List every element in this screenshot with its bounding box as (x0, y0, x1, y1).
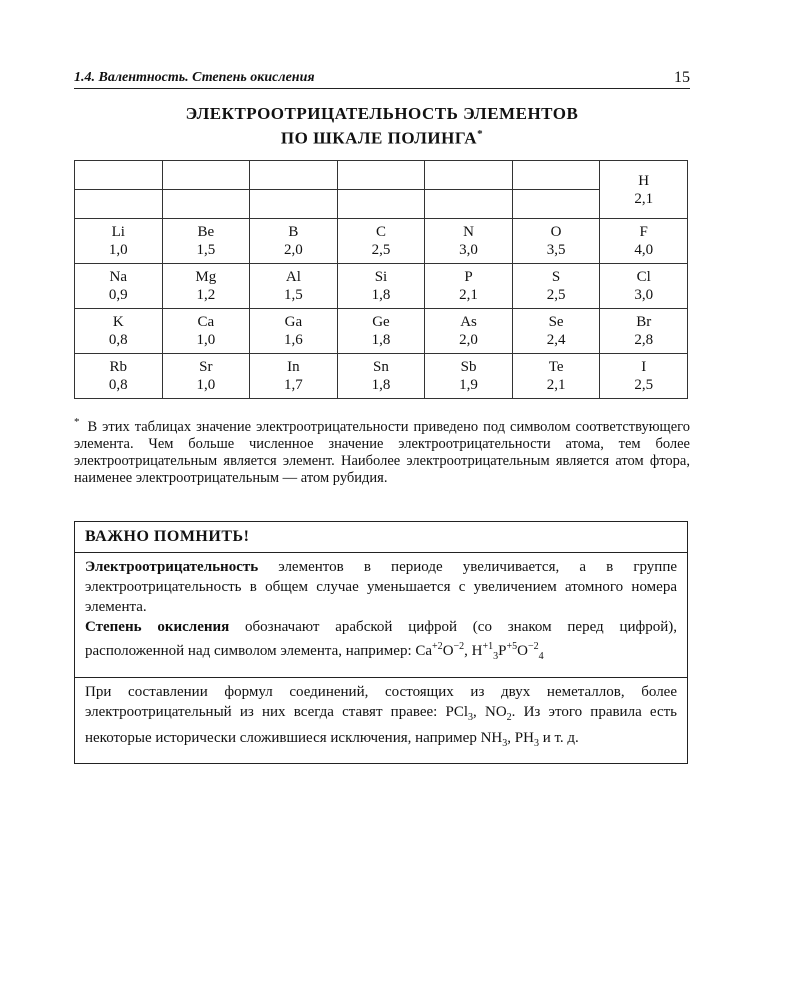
empty-cell (162, 161, 250, 190)
element-cell (425, 264, 513, 309)
table-row (75, 161, 688, 190)
table-row (75, 264, 688, 309)
empty-cell (512, 190, 600, 219)
element-cell (162, 309, 250, 354)
element-symbol: H (638, 172, 650, 189)
empty-cell (250, 161, 338, 190)
element-symbol: Ca (197, 314, 215, 330)
element-cell (337, 264, 425, 309)
empty-cell (250, 190, 338, 219)
element-value: 0,9 (108, 287, 128, 303)
element-symbol: N (463, 224, 474, 240)
element-symbol: Ge (372, 314, 390, 330)
element-value: 2,0 (459, 332, 478, 348)
element-value: 3,0 (634, 287, 654, 303)
element-cell (425, 354, 513, 399)
footnote-marker: * (477, 128, 484, 140)
element-symbol: Se (548, 314, 564, 330)
empty-cell (337, 161, 425, 190)
table-row (75, 190, 688, 219)
title-line-1: ЭЛЕКТРООТРИЦАТЕЛЬНОСТЬ ЭЛЕМЕНТОВ (185, 104, 579, 123)
element-value: 1,8 (371, 377, 391, 393)
element-symbol: Sn (373, 359, 389, 375)
page-number: 15 (674, 69, 690, 86)
term-oxidation-state: Степень окисления (85, 619, 230, 635)
footnote-text: В этих таблицах значение электроотрицательности приведено под символом соответствующего элемента. Чем больше численное значение электроотрицательности атома, тем более электроотрицательным является элемент. Наиболее электроотрицательным является атом фтора, наименее электроотрицательным — атом рубидия. (74, 418, 690, 486)
element-symbol: F (639, 224, 648, 240)
element-cell (600, 219, 688, 264)
element-symbol: Te (548, 359, 564, 375)
element-symbol: Be (197, 224, 215, 240)
element-cell (162, 219, 250, 264)
element-value: 1,9 (459, 377, 478, 393)
element-cell (512, 354, 600, 399)
element-symbol: O (550, 224, 562, 240)
table-row (75, 354, 688, 399)
element-symbol: I (641, 359, 647, 375)
element-cell (600, 309, 688, 354)
formula-example: $Ca^{+2}O^{-2}$, $H^{+1}_3P^{+5}O^{-2}_4$ (415, 641, 544, 662)
element-value: 2,8 (634, 332, 654, 348)
element-cell (600, 264, 688, 309)
electronegativity-table (74, 160, 688, 399)
term-electronegativity: Электроотрицательность (85, 559, 259, 575)
element-value: 1,2 (196, 287, 216, 303)
element-value: 2,5 (371, 242, 391, 258)
element-symbol: P (464, 269, 473, 285)
element-symbol: In (287, 359, 300, 375)
section-title: 1.4. Валентность. Степень окисления (74, 70, 315, 85)
element-value: 2,5 (546, 287, 566, 303)
element-value: 2,0 (284, 242, 303, 258)
element-cell (75, 309, 163, 354)
empty-cell (75, 161, 163, 190)
element-cell (337, 309, 425, 354)
element-value: 2,1 (459, 287, 478, 303)
box-formula-rule: При составлении формул соединений, состоящих из двух неметаллов, более электроотрицательный из них всегда ставят правее: PCl$_3$, $NO_2$. Из этого правила есть некоторые исторически сложившиеся исключения, например $NH_3$, $PH_3$ и т. д. (85, 684, 677, 749)
element-symbol: Sr (199, 359, 213, 375)
element-cell (250, 309, 338, 354)
element-cell (512, 264, 600, 309)
element-value: 1,0 (108, 242, 128, 258)
element-symbol: Al (285, 269, 301, 285)
element-value: 2,1 (546, 377, 566, 393)
element-value: 3,0 (459, 242, 478, 258)
element-cell (250, 219, 338, 264)
table-row (75, 219, 688, 264)
element-symbol: As (460, 314, 477, 330)
element-value: 0,8 (108, 332, 128, 348)
important-box (74, 521, 688, 764)
element-symbol: Ga (284, 314, 303, 330)
element-value: 1,0 (196, 377, 216, 393)
element-value: 4,0 (634, 242, 654, 258)
element-cell (425, 219, 513, 264)
empty-cell (162, 190, 250, 219)
element-symbol: B (288, 224, 299, 240)
element-value: 3,5 (546, 242, 566, 258)
element-symbol: K (112, 314, 124, 330)
footnote-star: * (74, 416, 80, 428)
element-value: 1,0 (196, 332, 216, 348)
element-symbol: Rb (109, 359, 128, 375)
element-value: 1,8 (371, 332, 391, 348)
element-cell (75, 264, 163, 309)
element-cell (600, 354, 688, 399)
title-line-2: ПО ШКАЛЕ ПОЛИНГА* (280, 128, 484, 148)
element-value: 1,6 (284, 332, 303, 348)
element-value: 1,8 (371, 287, 391, 303)
element-cell (512, 219, 600, 264)
box-heading: ВАЖНО ПОМНИТЬ! (75, 522, 687, 553)
element-symbol: Sb (460, 359, 477, 375)
element-cell (162, 354, 250, 399)
element-symbol: S (551, 269, 561, 285)
element-value: 0,8 (108, 377, 128, 393)
element-value: 2,5 (634, 377, 654, 393)
element-cell (250, 354, 338, 399)
table-title (74, 104, 690, 149)
empty-cell (337, 190, 425, 219)
element-cell (75, 354, 163, 399)
element-cell (425, 309, 513, 354)
table-row (75, 309, 688, 354)
element-value: 2,1 (634, 190, 654, 207)
empty-cell (75, 190, 163, 219)
empty-cell (425, 190, 513, 219)
element-value: 1,7 (284, 377, 303, 393)
element-value: 1,5 (284, 287, 303, 303)
box-rules: Электроотрицательность элементов в периоде увеличивается, а в группе электроотрицательность в общем случае уменьшается с увеличением атомного номера элемента. Степень окисления обозначают арабской цифрой (со знаком перед цифрой), расположенной над символом элемента, например: $Ca^{+2}O^{-2}$, $H^{+1}_3P^{+5}O^{-2}_4$ (75, 553, 687, 678)
element-cell (337, 354, 425, 399)
element-cell (512, 309, 600, 354)
running-head (74, 70, 690, 89)
empty-cell (425, 161, 513, 190)
empty-cell (512, 161, 600, 190)
element-symbol: Cl (636, 269, 651, 285)
element-symbol: Br (636, 314, 652, 330)
element-value: 1,5 (196, 242, 216, 258)
element-cell-h (600, 161, 688, 219)
element-symbol: Mg (195, 269, 217, 285)
footnote (74, 414, 690, 487)
element-symbol: Si (374, 269, 388, 285)
element-value: 2,4 (546, 332, 566, 348)
element-cell (250, 264, 338, 309)
element-symbol: Li (111, 224, 125, 240)
element-cell (162, 264, 250, 309)
element-cell (337, 219, 425, 264)
element-cell (75, 219, 163, 264)
element-symbol: Na (109, 269, 128, 285)
element-symbol: C (375, 224, 386, 240)
